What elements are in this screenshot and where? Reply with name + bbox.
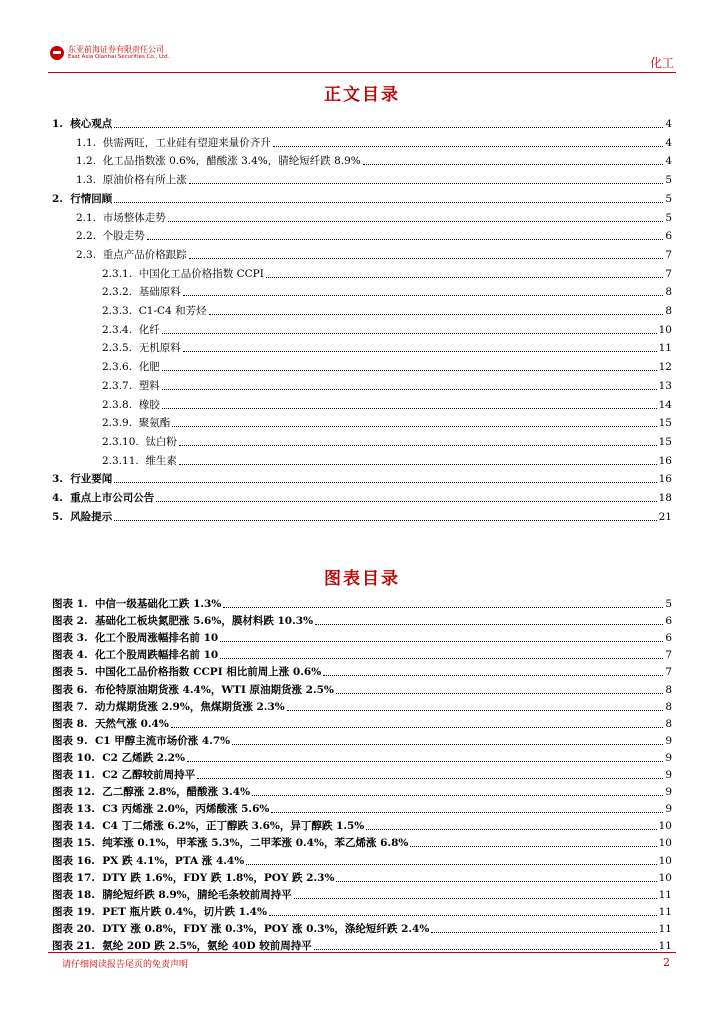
dot-leader	[410, 845, 656, 847]
entry-page-number: 11	[658, 905, 672, 918]
entry-page-number: 14	[658, 398, 672, 411]
toc-entry[interactable]	[102, 398, 672, 412]
figure-entry[interactable]	[52, 802, 672, 816]
dot-leader	[147, 238, 664, 240]
entry-title: DTY 涨 0.8%，FDY 涨 0.3%，POY 涨 0.3%，涤纶短纤跌 2.4%	[102, 922, 430, 935]
entry-number: 2.	[52, 192, 63, 205]
entry-title: C2 乙烯跌 2.2%	[102, 751, 185, 764]
entry-page-number: 8	[665, 286, 672, 299]
figure-entry[interactable]	[52, 871, 672, 885]
entry-number: 2.3.11.	[102, 454, 139, 467]
entry-number: 2.3.4.	[102, 323, 133, 336]
figure-entry[interactable]	[52, 819, 672, 833]
entry-page-number: 10	[658, 323, 672, 336]
figure-entry[interactable]	[52, 888, 672, 902]
entry-page-number: 8	[665, 700, 672, 713]
dot-leader	[220, 657, 663, 659]
entry-title: 核心观点	[70, 118, 113, 130]
figure-list-title: 图表目录	[324, 569, 400, 589]
dot-leader	[252, 794, 663, 796]
dot-leader	[168, 220, 664, 222]
entry-number: 图表 7.	[52, 700, 88, 713]
entry-number: 图表 11.	[52, 769, 95, 781]
figure-entry[interactable]	[52, 785, 672, 799]
entry-title: 个股走势	[102, 230, 145, 243]
entry-title: 橡胶	[138, 398, 160, 411]
entry-page-number: 8	[665, 717, 672, 730]
entry-number: 2.3.	[76, 248, 97, 261]
entry-title: 动力煤期货涨 2.9%，焦煤期货涨 2.3%	[94, 700, 285, 713]
dot-leader	[172, 425, 656, 427]
entry-number: 2.2.	[76, 230, 97, 243]
dot-leader	[189, 257, 664, 259]
entry-title: 化纤	[138, 323, 160, 336]
entry-title: 中信一级基础化工跌 1.3%	[94, 598, 222, 610]
entry-page-number: 10	[658, 837, 672, 850]
dot-leader	[266, 276, 663, 278]
entry-number: 1.3.	[76, 174, 97, 187]
entry-title: 化工个股周涨幅排名前 10	[94, 632, 219, 645]
entry-number: 5.	[52, 510, 63, 523]
entry-page-number: 6	[665, 230, 672, 243]
entry-title: 市场整体走势	[102, 211, 166, 224]
entry-number: 1.	[52, 118, 63, 130]
entry-title: 氨纶 20D 跌 2.5%，氨纶 40D 较前周持平	[102, 940, 312, 952]
dot-leader	[156, 500, 656, 502]
figure-entry[interactable]	[52, 854, 672, 868]
dot-leader	[162, 388, 657, 390]
entry-title: 腈纶短纤跌 8.9%，腈纶毛条较前周持平	[102, 888, 292, 901]
entry-page-number: 13	[658, 379, 672, 392]
entry-title: C1 甲醇主流市场价涨 4.7%	[94, 734, 231, 747]
toc-entry[interactable]	[102, 416, 672, 430]
entry-page-number: 8	[665, 683, 672, 696]
entry-title: 行业要闻	[70, 473, 113, 486]
entry-number: 图表 9.	[52, 734, 88, 747]
entry-number: 3.	[52, 473, 63, 486]
figure-entry[interactable]	[52, 717, 672, 731]
entry-page-number: 7	[665, 248, 672, 261]
entry-title: 风险提示	[70, 510, 113, 523]
entry-number: 2.3.6.	[102, 361, 133, 374]
entry-title: 纯苯涨 0.1%，甲苯涨 5.3%，二甲苯涨 0.4%，苯乙烯涨 6.8%	[102, 837, 409, 850]
entry-page-number: 7	[665, 267, 672, 280]
entry-title: 钛白粉	[145, 435, 177, 448]
entry-number: 图表 6.	[52, 683, 88, 696]
dot-leader	[209, 313, 664, 315]
entry-number: 2.3.2.	[102, 286, 133, 299]
figure-entry[interactable]	[52, 751, 672, 765]
dot-leader	[179, 444, 657, 446]
toc-entry[interactable]	[52, 472, 672, 486]
entry-title: 供需两旺，工业硅有望迎来量价齐升	[102, 136, 271, 149]
entry-number: 图表 15.	[52, 837, 95, 850]
entry-page-number: 4	[665, 118, 672, 130]
entry-title: C1-C4 和芳烃	[138, 305, 207, 317]
entry-number: 图表 17.	[52, 871, 95, 884]
entry-page-number: 8	[665, 305, 672, 317]
entry-number: 图表 14.	[52, 820, 95, 833]
entry-number: 图表 20.	[52, 922, 95, 935]
entry-page-number: 6	[665, 632, 672, 645]
dot-leader	[162, 369, 657, 371]
dot-leader	[183, 294, 664, 296]
dot-leader	[197, 777, 663, 779]
dot-leader	[114, 481, 656, 483]
dot-leader	[269, 914, 657, 916]
entry-title: 无机原料	[138, 342, 181, 355]
entry-number: 图表 19.	[52, 905, 95, 918]
entry-title: C3 丙烯涨 2.0%，丙烯酸涨 5.6%	[102, 803, 270, 816]
dot-leader	[223, 606, 663, 608]
entry-page-number: 16	[658, 454, 672, 467]
entry-page-number: 9	[665, 734, 672, 747]
figure-entry[interactable]	[52, 665, 672, 679]
entry-number: 2.3.10.	[102, 435, 139, 448]
company-name-en: East Asia Qianhai Securities Co., Ltd.	[68, 54, 170, 60]
dot-leader	[183, 350, 657, 352]
entry-title: C2 乙醇较前周持平	[102, 769, 196, 781]
dot-leader	[366, 828, 656, 830]
entry-title: 布伦特原油期货涨 4.4%，WTI 原油期货涨 2.5%	[94, 683, 334, 696]
entry-number: 2.3.9.	[102, 417, 133, 430]
dot-leader	[114, 519, 656, 521]
entry-page-number: 7	[665, 666, 672, 679]
toc-entry[interactable]	[102, 323, 672, 337]
toc-entry[interactable]	[102, 285, 672, 299]
dot-leader	[294, 897, 657, 899]
toc-entry[interactable]	[76, 154, 672, 168]
footer-divider	[48, 952, 676, 953]
entry-page-number: 6	[665, 615, 672, 628]
toc-entry[interactable]	[76, 173, 672, 187]
entry-number: 图表 13.	[52, 803, 95, 816]
entry-page-number: 11	[658, 888, 672, 901]
entry-number: 图表 2.	[52, 615, 88, 628]
company-name-cn: 东亚前海证券有限责任公司	[68, 45, 164, 54]
entry-page-number: 9	[665, 786, 672, 799]
entry-number: 4.	[52, 492, 63, 504]
entry-page-number: 10	[658, 871, 672, 884]
entry-page-number: 16	[658, 473, 672, 486]
entry-page-number: 5	[665, 598, 672, 610]
entry-title: 天然气涨 0.4%	[94, 717, 169, 730]
entry-page-number: 4	[665, 155, 672, 168]
toc-title: 正文目录	[324, 85, 400, 105]
entry-number: 2.1.	[76, 211, 97, 224]
entry-number: 图表 5.	[52, 666, 88, 679]
toc-entry[interactable]	[76, 136, 672, 150]
entry-number: 2.3.7.	[102, 379, 133, 392]
toc-entry[interactable]	[102, 435, 672, 449]
dot-leader	[220, 640, 663, 642]
header-divider	[48, 72, 676, 73]
entry-title: 中国化工品价格指数 CCPI 相比前周上涨 0.6%	[94, 666, 322, 679]
entry-title: PX 跌 4.1%，PTA 涨 4.4%	[102, 854, 245, 867]
toc-entry[interactable]	[52, 192, 672, 206]
entry-page-number: 11	[658, 342, 672, 355]
page-number: 2	[663, 956, 670, 969]
dot-leader	[246, 863, 656, 865]
entry-number: 2.3.3.	[102, 305, 133, 317]
industry-label: 化工	[649, 56, 674, 70]
toc-entry[interactable]	[102, 304, 672, 318]
toc-entry[interactable]	[102, 267, 672, 281]
dot-leader	[323, 674, 663, 676]
dot-leader	[315, 623, 663, 625]
entry-title: 行情回顾	[70, 192, 113, 205]
entry-number: 1.2.	[76, 155, 97, 168]
entry-page-number: 9	[665, 751, 672, 764]
toc-entry[interactable]	[76, 211, 672, 225]
figure-entry[interactable]	[52, 683, 672, 697]
dot-leader	[336, 692, 663, 694]
entry-title: 中国化工品价格指数 CCPI	[138, 267, 264, 280]
entry-number: 2.3.8.	[102, 398, 133, 411]
figure-entry[interactable]	[52, 597, 672, 611]
toc-entry[interactable]	[102, 341, 672, 355]
entry-page-number: 10	[658, 820, 672, 833]
toc-entry[interactable]	[76, 248, 672, 262]
entry-page-number: 18	[658, 492, 672, 504]
dot-leader	[171, 726, 663, 728]
entry-title: 化肥	[138, 361, 160, 374]
toc-entry[interactable]	[102, 379, 672, 393]
entry-number: 2.3.5.	[102, 342, 133, 355]
entry-page-number: 11	[658, 922, 672, 935]
entry-page-number: 5	[665, 174, 672, 187]
figure-entry[interactable]	[52, 768, 672, 782]
figure-entry[interactable]	[52, 939, 672, 953]
entry-title: 聚氨酯	[138, 417, 171, 430]
entry-number: 图表 12.	[52, 786, 95, 799]
entry-page-number: 9	[665, 769, 672, 781]
dot-leader	[363, 163, 664, 165]
company-logo-icon	[50, 46, 64, 60]
entry-number: 图表 3.	[52, 632, 88, 645]
figure-entry[interactable]	[52, 648, 672, 662]
entry-page-number: 5	[665, 211, 672, 224]
entry-number: 1.1.	[76, 136, 97, 149]
entry-number: 图表 10.	[52, 751, 95, 764]
figure-entry[interactable]	[52, 700, 672, 714]
dot-leader	[189, 182, 664, 184]
entry-title: 维生素	[145, 454, 177, 467]
entry-title: 塑料	[138, 379, 160, 392]
entry-title: 基础化工板块氮肥涨 5.6%，膜材料跌 10.3%	[94, 615, 314, 628]
dot-leader	[187, 760, 663, 762]
entry-title: 重点上市公司公告	[70, 492, 155, 504]
toc-entry[interactable]	[52, 510, 672, 524]
entry-page-number: 10	[658, 854, 672, 867]
entry-title: 乙二醇涨 2.8%，醋酸涨 3.4%	[102, 786, 251, 799]
entry-number: 图表 1.	[52, 598, 88, 610]
entry-title: 原油价格有所上涨	[102, 174, 187, 187]
dot-leader	[336, 880, 656, 882]
entry-title: PET 瓶片跌 0.4%，切片跌 1.4%	[102, 905, 267, 918]
figure-entry[interactable]	[52, 631, 672, 645]
entry-page-number: 15	[658, 435, 672, 448]
figure-entry[interactable]	[52, 734, 672, 748]
figure-entry[interactable]	[52, 905, 672, 919]
dot-leader	[162, 332, 657, 334]
dot-leader	[287, 709, 664, 711]
dot-leader	[114, 201, 663, 203]
entry-number: 2.3.1.	[102, 267, 133, 280]
entry-title: 重点产品价格跟踪	[102, 248, 187, 261]
disclaimer-text: 请仔细阅读报告尾页的免责声明	[62, 960, 189, 970]
entry-number: 图表 18.	[52, 888, 95, 901]
entry-page-number: 4	[665, 136, 672, 149]
entry-title: DTY 跌 1.6%，FDY 跌 1.8%，POY 跌 2.3%	[102, 871, 335, 884]
toc-entry[interactable]	[76, 229, 672, 243]
dot-leader	[114, 126, 663, 128]
figure-entry[interactable]	[52, 614, 672, 628]
entry-page-number: 5	[665, 192, 672, 205]
entry-page-number: 12	[658, 361, 672, 374]
dot-leader	[431, 931, 656, 933]
dot-leader	[271, 811, 663, 813]
toc-entry[interactable]	[52, 117, 672, 131]
entry-page-number: 11	[658, 940, 672, 952]
figure-entry[interactable]	[52, 836, 672, 850]
entry-page-number: 7	[665, 649, 672, 662]
dot-leader	[179, 463, 657, 465]
figure-entry[interactable]	[52, 922, 672, 936]
dot-leader	[232, 743, 663, 745]
toc-entry[interactable]	[52, 491, 672, 505]
entry-page-number: 15	[658, 417, 672, 430]
entry-title: C4 丁二烯涨 6.2%，正丁醇跌 3.6%，异丁醇跌 1.5%	[102, 820, 365, 833]
page-header	[48, 42, 678, 72]
toc-entry[interactable]	[102, 360, 672, 374]
entry-page-number: 21	[658, 510, 672, 523]
entry-number: 图表 16.	[52, 854, 95, 867]
entry-title: 化工品指数涨 0.6%，醋酸涨 3.4%，腈纶短纤跌 8.9%	[102, 155, 361, 168]
dot-leader	[273, 145, 664, 147]
entry-number: 图表 21.	[52, 940, 95, 952]
entry-title: 基础原料	[138, 286, 181, 299]
entry-title: 化工个股周跌幅排名前 10	[94, 649, 219, 662]
entry-number: 图表 8.	[52, 717, 88, 730]
entry-number: 图表 4.	[52, 649, 88, 662]
toc-entry[interactable]	[102, 454, 672, 468]
dot-leader	[314, 948, 657, 950]
dot-leader	[162, 407, 657, 409]
entry-page-number: 9	[665, 803, 672, 816]
